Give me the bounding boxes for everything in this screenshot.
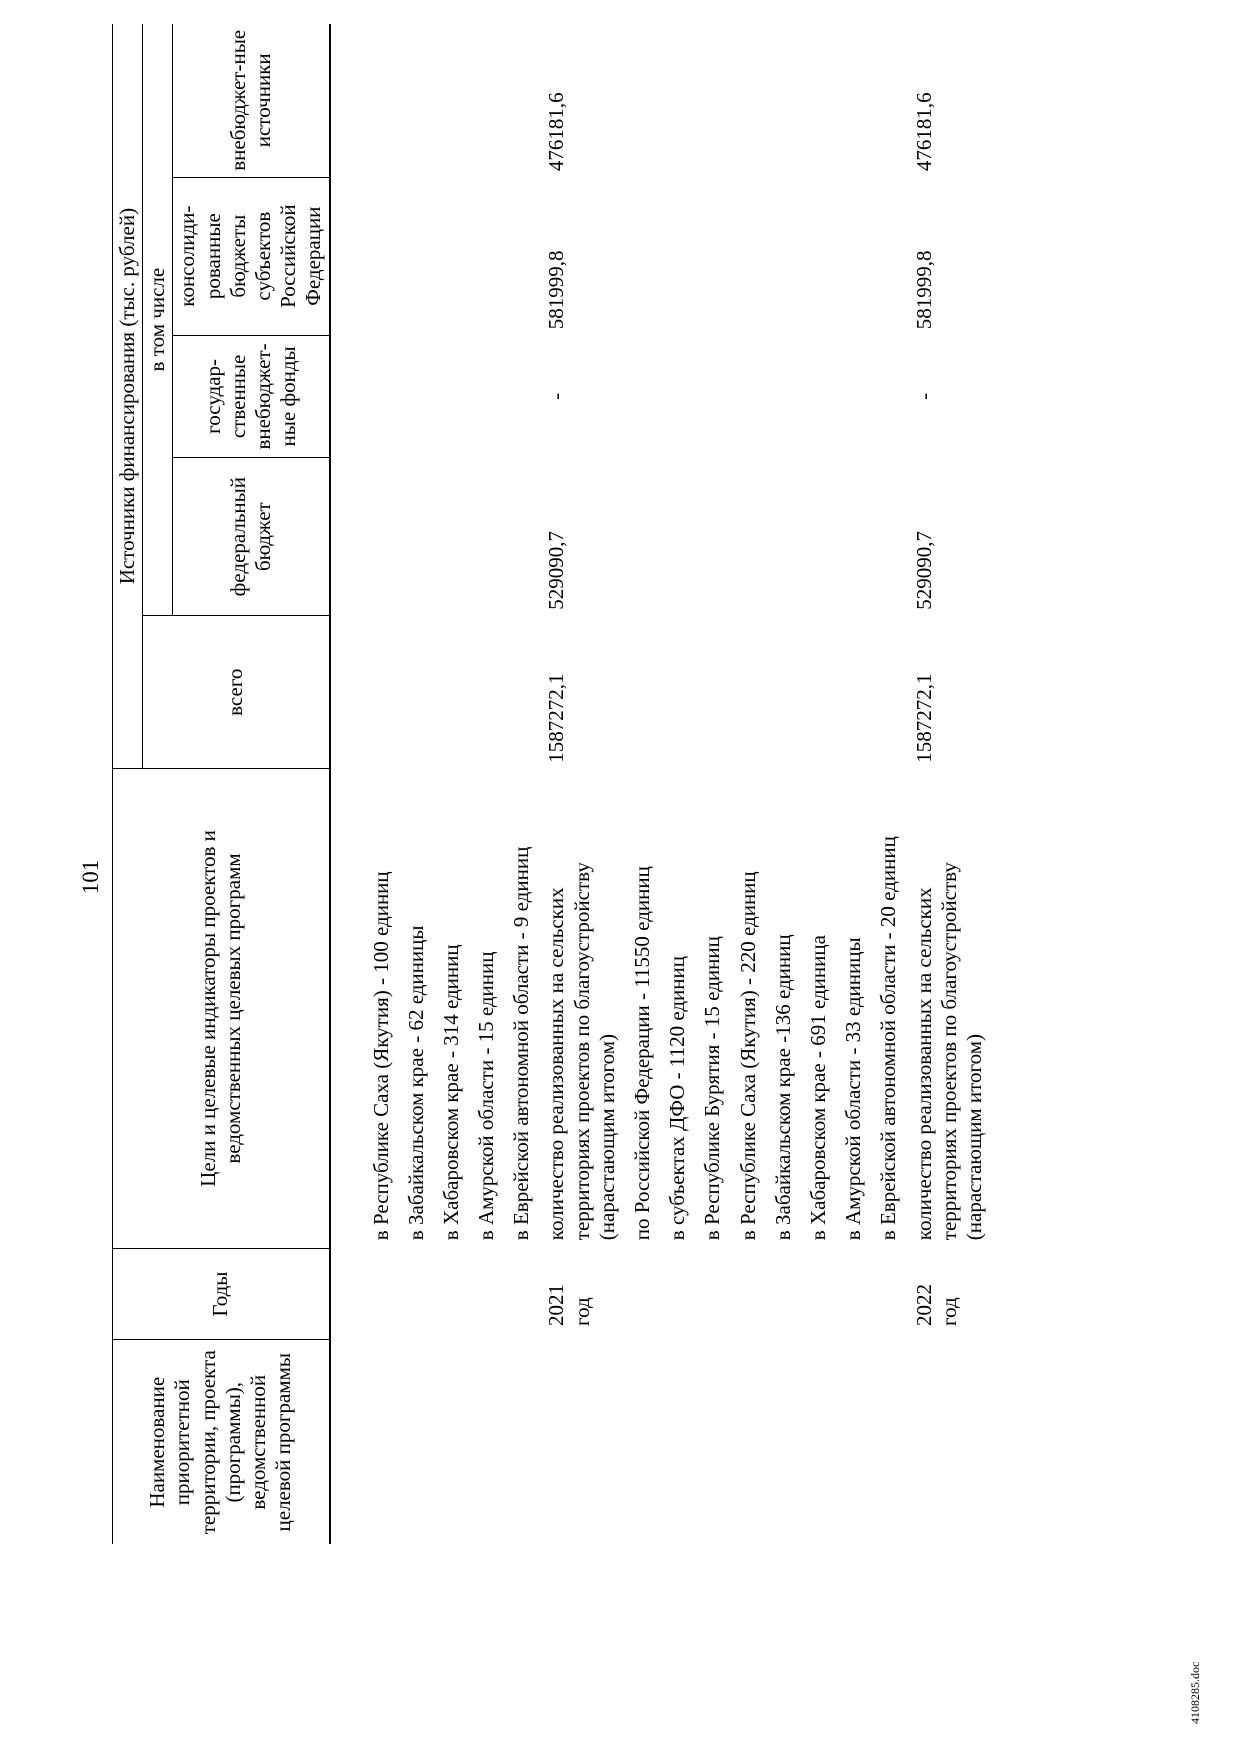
list-item: в Еврейской автономной области - 20 единиц	[876, 836, 901, 1241]
footer-file-name: 4108285.doc	[1188, 1661, 1202, 1724]
federal-value: 529090,7	[544, 530, 569, 610]
federal-value: 529090,7	[911, 530, 936, 610]
year-cell: 2021 год	[544, 1283, 594, 1326]
state-funds-value: -	[544, 392, 569, 400]
year-cell: 2022 год	[911, 1283, 961, 1326]
list-item: в Хабаровском крае - 691 единица	[805, 935, 830, 1241]
header-goals: Цели и целевые индикаторы проектов и ведомственных целевых программ	[113, 769, 330, 1248]
indicator-title: количество реализованных на сельских территориях проектов по благоустройству (нарастающим итогом)	[544, 862, 619, 1241]
list-item: в Республике Саха (Якутия) - 100 единиц	[368, 871, 393, 1241]
offbudget-value: 476181,6	[911, 92, 936, 172]
list-item: в Амурской области - 33 единицы	[841, 937, 866, 1241]
header-years: Годы	[113, 1248, 330, 1340]
list-item: в субъектах ДФО - 1120 единиц	[665, 956, 690, 1241]
indicator-list	[912, 769, 998, 1248]
list-item: в Республике Саха (Якутия) - 220 единиц	[735, 871, 760, 1241]
regional-value: 581999,8	[544, 250, 569, 330]
list-item: в Республике Бурятия - 15 единиц	[700, 936, 725, 1241]
header-state-offbudget-funds: государ-ственные внебюджет-ные фонды	[173, 335, 330, 457]
header-total: всего	[143, 616, 330, 769]
table-row-continuation	[369, 24, 545, 1544]
header-funding-sources: Источники финансирования (тыс. рублей)	[113, 24, 143, 769]
header-offbudget-sources: внебюджет-ные источники	[173, 24, 330, 177]
indicator-list	[544, 769, 911, 1248]
list-item: в Еврейской автономной области - 9 единиц	[509, 846, 534, 1241]
state-funds-value: -	[911, 392, 936, 400]
header-including: в том числе	[143, 24, 173, 616]
regional-value: 581999,8	[911, 250, 936, 330]
list-item: в Забайкальском крае -136 единиц	[770, 934, 795, 1241]
list-item: в Амурской области - 15 единиц	[474, 951, 499, 1241]
table-row	[544, 24, 911, 1544]
funding-table	[112, 24, 997, 1544]
list-item: по Российской Федерации - 11550 единиц	[630, 866, 654, 1241]
header-regional-budgets: консолиди-рованные бюджеты субъектов Российской Федерации	[173, 177, 330, 335]
total-value: 1587272,1	[911, 673, 936, 763]
offbudget-value: 476181,6	[544, 92, 569, 172]
header-federal-budget: федеральный бюджет	[173, 458, 330, 616]
indicator-list	[369, 769, 545, 1248]
total-value: 1587272,1	[544, 673, 569, 763]
header-name: Наименование приоритетной территории, проекта (программы), ведомственной целевой программы	[113, 1340, 330, 1544]
list-item: в Хабаровском крае - 314 единиц	[438, 944, 463, 1241]
page-number: 101	[78, 859, 103, 895]
list-item: в Забайкальском крае - 62 единицы	[403, 925, 428, 1241]
indicator-title: количество реализованных на сельских территориях проектов по благоустройству (нарастающим итогом)	[911, 862, 986, 1241]
table-row	[912, 24, 998, 1544]
